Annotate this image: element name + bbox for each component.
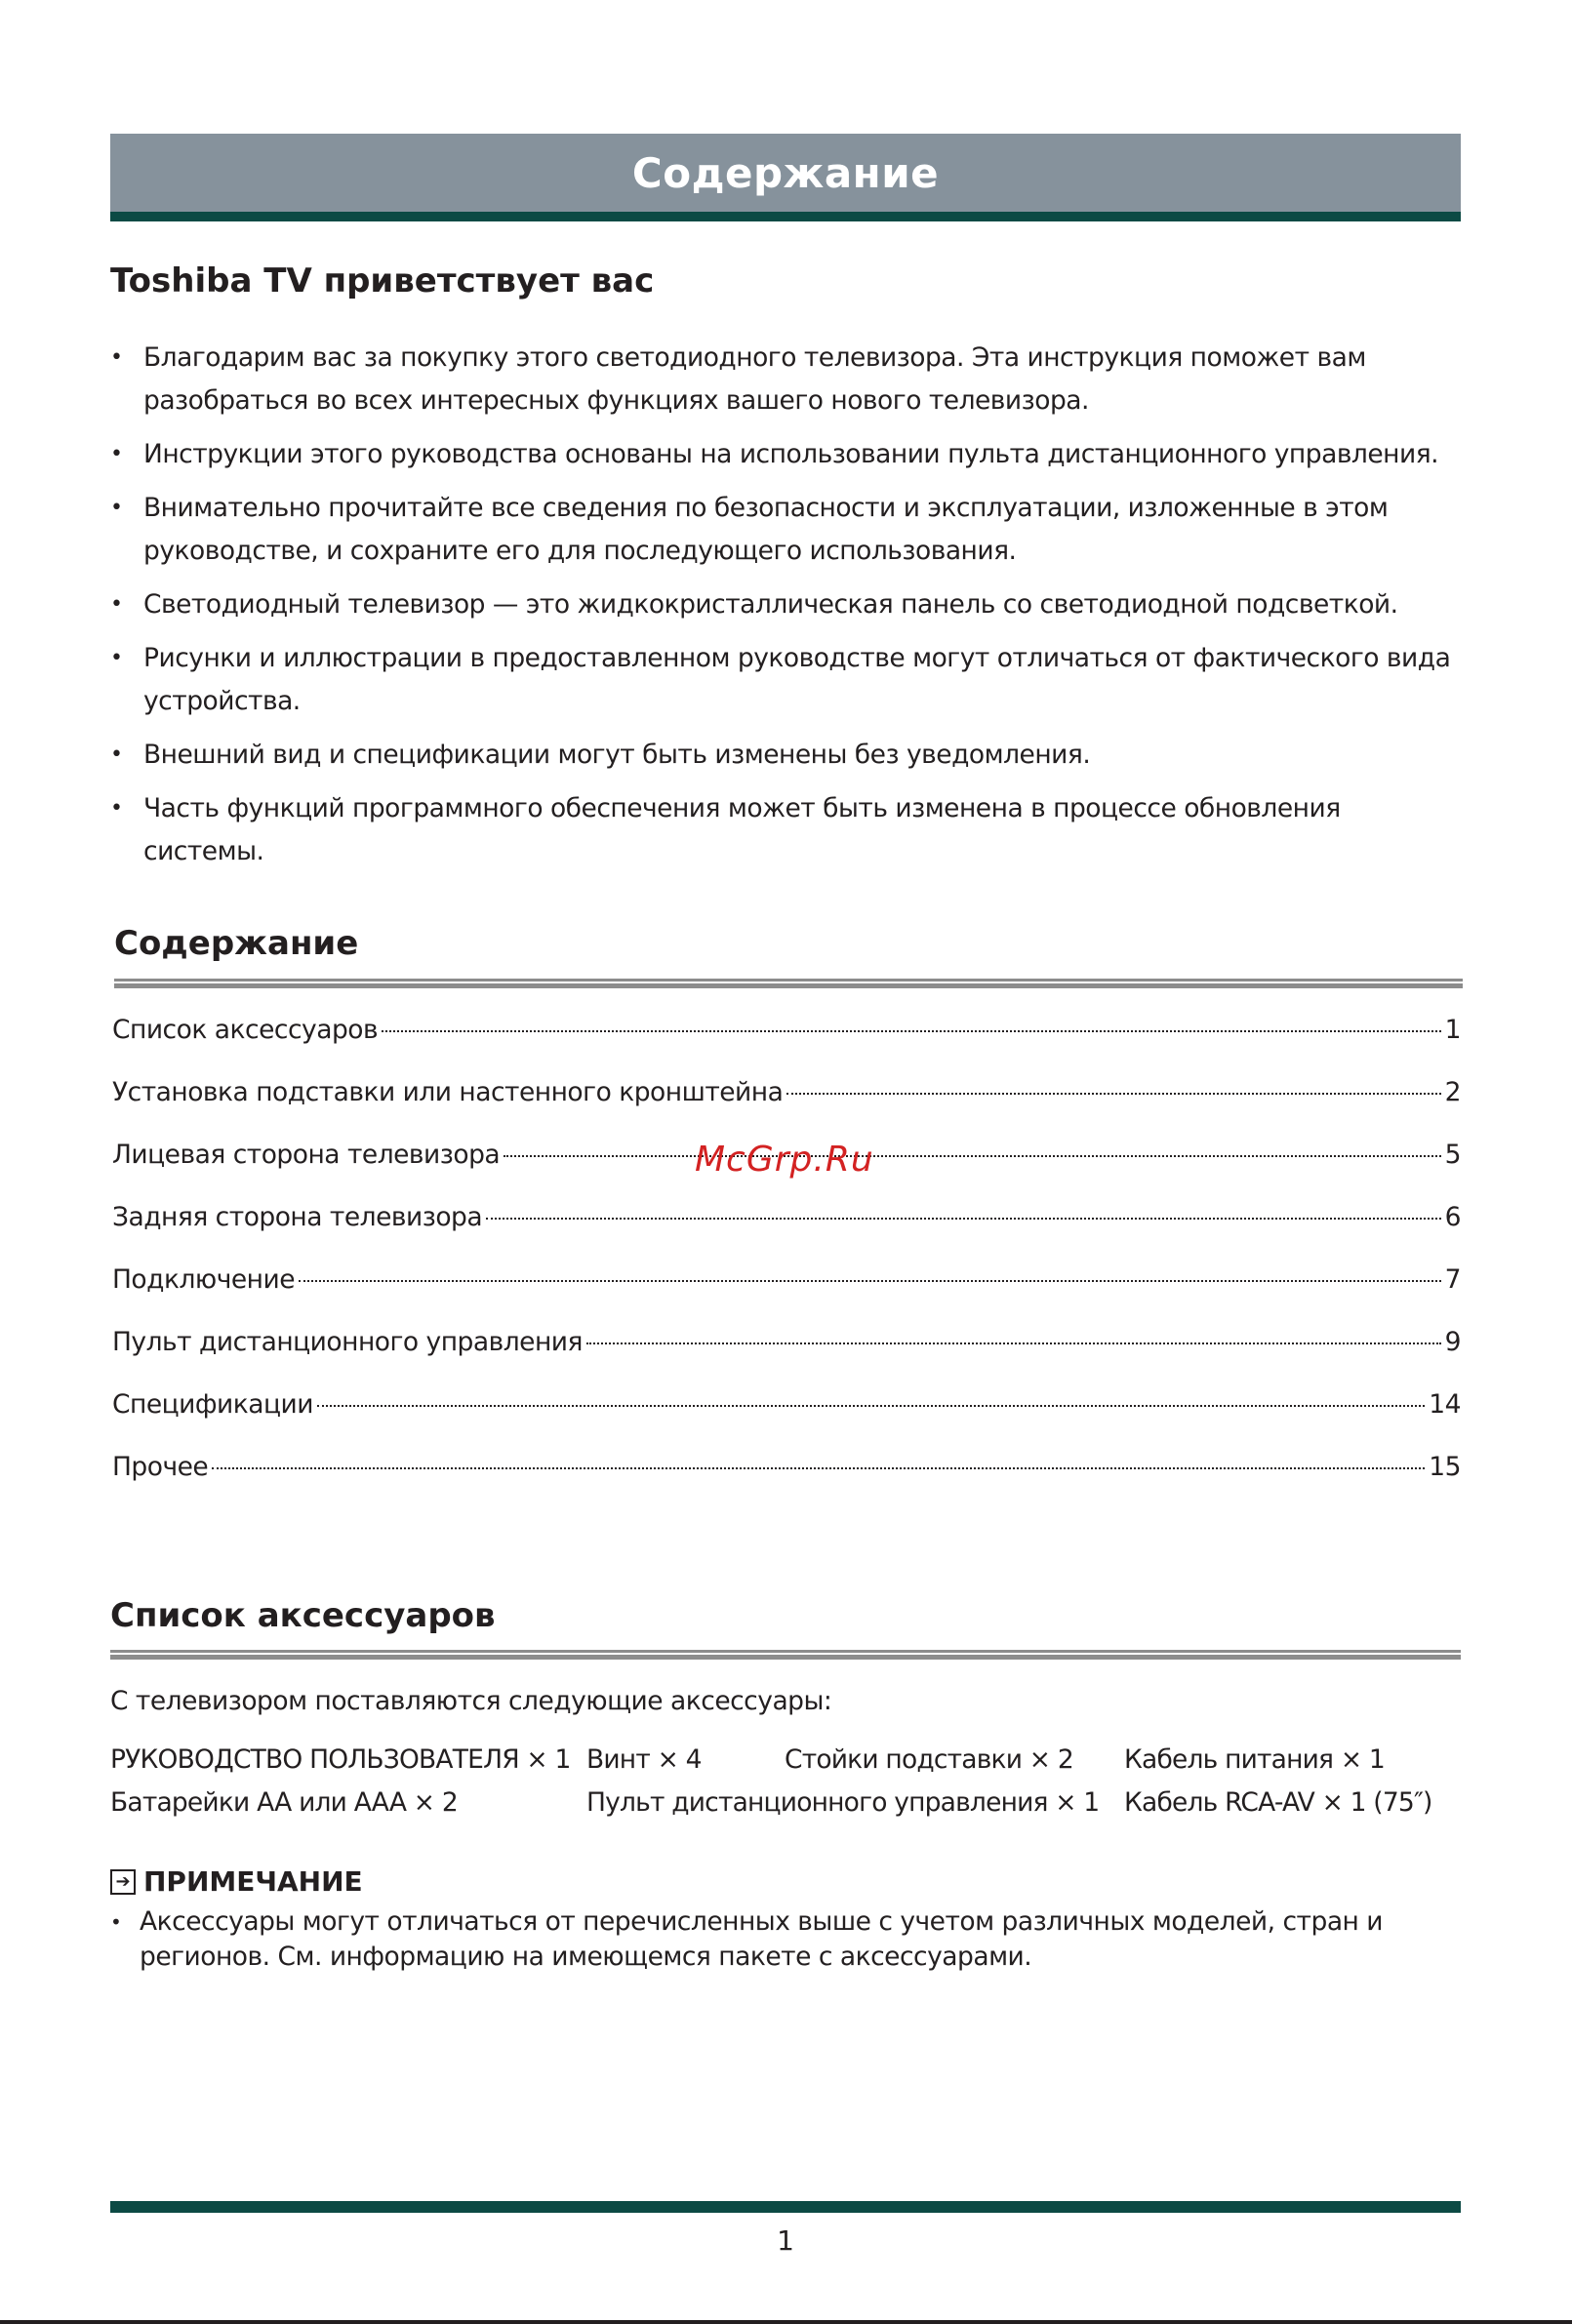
page-title: Содержание — [631, 148, 940, 197]
accessories-intro: С телевизором поставляются следующие аксессуары: — [110, 1686, 832, 1716]
watermark: McGrp.Ru — [695, 1140, 874, 1180]
bullet-icon: • — [110, 496, 123, 520]
toc-entry[interactable]: Подключение 7 — [112, 1264, 1461, 1295]
list-item: • Рисунки и иллюстрации в предоставленном руководстве могут отличаться от фактического вида устройства. — [110, 637, 1467, 723]
list-item: • Аксессуары могут отличаться от перечисленных выше с учетом различных моделей, стран и регионов. См. информацию на имеющемся пакете с аксессуарами. — [110, 1906, 1384, 1972]
accessory-item: Батарейки AA или AAA × 2 — [110, 1787, 458, 1818]
accessory-item: Пульт дистанционного управления × 1 — [586, 1787, 1100, 1818]
accessory-item: РУКОВОДСТВО ПОЛЬЗОВАТЕЛЯ × 1 — [110, 1744, 571, 1775]
list-item: • Благодарим вас за покупку этого светодиодного телевизора. Эта инструкция поможет вам разобраться во всех интересных функциях вашего нового телевизора. — [110, 337, 1467, 422]
accessory-item: Кабель RCA-AV × 1 (75″) — [1124, 1787, 1432, 1818]
bullet-icon: • — [110, 742, 123, 767]
list-item: • Инструкции этого руководства основаны на использовании пульта дистанционного управления. — [110, 433, 1467, 476]
footer-bar — [110, 2201, 1461, 2213]
welcome-heading: Toshiba TV приветствует вас — [110, 261, 655, 301]
toc-entry[interactable]: Задняя сторона телевизора 6 — [112, 1202, 1461, 1232]
accessory-item: Винт × 4 — [586, 1744, 702, 1775]
bullet-icon: • — [110, 345, 123, 370]
toc-entry[interactable]: Лицевая сторона телевизора 5 — [112, 1140, 1461, 1170]
note-list — [110, 1904, 1467, 1975]
bullet-icon: • — [110, 1910, 122, 1934]
list-item: • Внешний вид и спецификации могут быть изменены без уведомления. — [110, 734, 1467, 777]
table-of-contents — [112, 1015, 1461, 1514]
list-item: • Светодиодный телевизор — это жидкокристаллическая панель со светодиодной подсветкой. — [110, 583, 1467, 626]
accessory-item: Стойки подставки × 2 — [785, 1744, 1073, 1775]
contents-divider — [114, 979, 1463, 983]
list-item: • Внимательно прочитайте все сведения по безопасности и эксплуатации, изложенные в этом руководстве, и сохраните его для последующего использования. — [110, 487, 1467, 573]
header-banner — [110, 134, 1461, 221]
note-title: ПРИМЕЧАНИЕ — [143, 1865, 363, 1898]
bullet-icon: • — [110, 646, 123, 670]
toc-entry[interactable]: Прочее 15 — [112, 1452, 1461, 1482]
welcome-bullet-list — [110, 337, 1467, 884]
toc-entry[interactable]: Список аксессуаров 1 — [112, 1015, 1461, 1045]
accessories-divider — [110, 1650, 1461, 1655]
toc-entry[interactable]: Установка подставки или настенного кронштейна 2 — [112, 1077, 1461, 1107]
accessory-item: Кабель питания × 1 — [1124, 1744, 1385, 1775]
arrow-right-icon: ➔ — [110, 1869, 136, 1895]
bullet-icon: • — [110, 442, 123, 466]
toc-entry[interactable]: Спецификации 14 — [112, 1389, 1461, 1420]
toc-entry[interactable]: Пульт дистанционного управления 9 — [112, 1327, 1461, 1357]
note-header — [110, 1865, 363, 1898]
accessories-heading: Список аксессуаров — [110, 1596, 496, 1635]
contents-heading: Содержание — [114, 924, 359, 963]
bullet-icon: • — [110, 592, 123, 617]
list-item: • Часть функций программного обеспечения может быть изменена в процессе обновления системы. — [110, 787, 1467, 873]
bullet-icon: • — [110, 796, 123, 821]
bottom-edge — [0, 2320, 1572, 2324]
page-number: 1 — [777, 2224, 794, 2257]
